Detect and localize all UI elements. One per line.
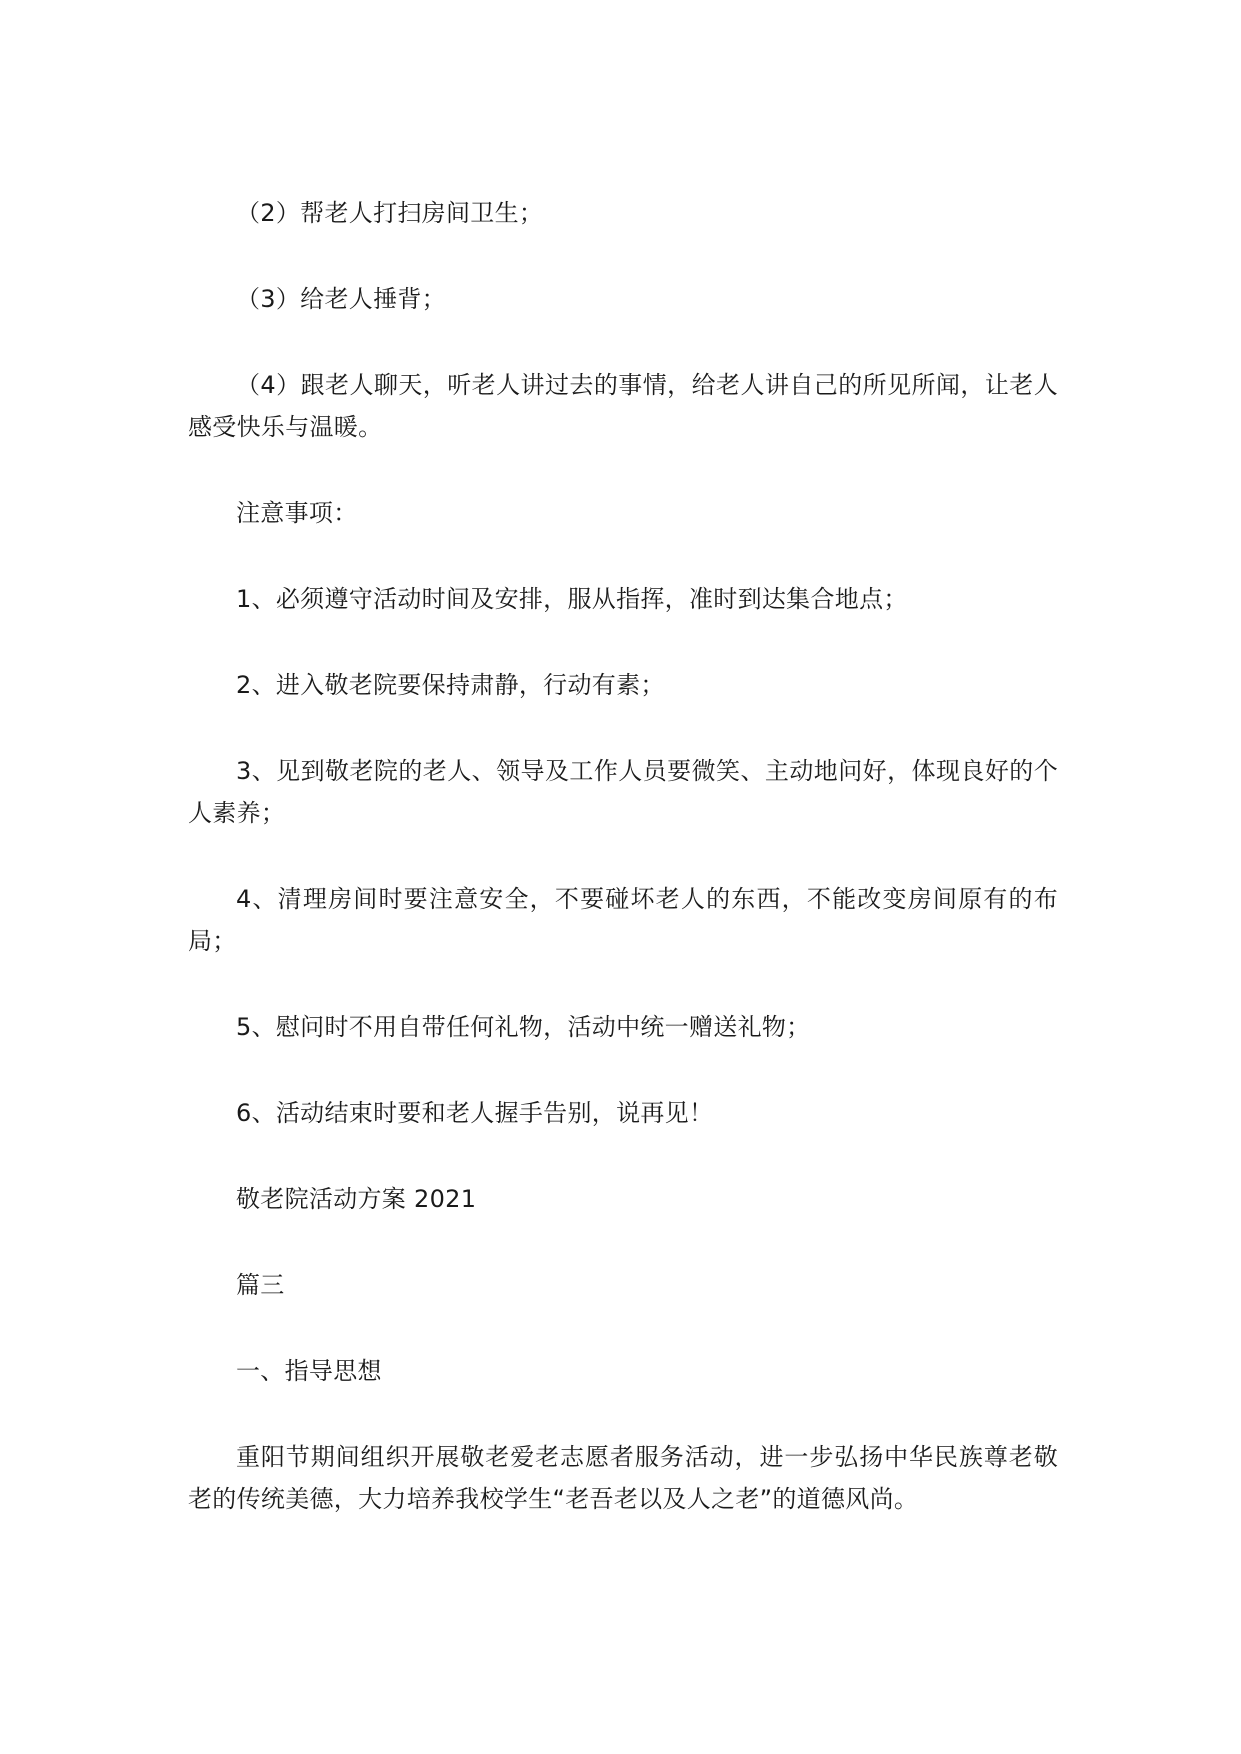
guiding-ideology-heading: 一、指导思想 xyxy=(236,1357,382,1385)
note-item-6: 6、活动结束时要和老人握手告别，说再见！ xyxy=(236,1099,714,1127)
note-item-3: 3、见到敬老院的老人、领导及工作人员要微笑、主动地问好，体现良好的个人素养； xyxy=(188,757,1058,827)
section-title: 敬老院活动方案 2021 xyxy=(236,1185,477,1213)
guiding-ideology-text: 重阳节期间组织开展敬老爱老志愿者服务活动，进一步弘扬中华民族尊老敬老的传统美德，大力培养我校学生“老吾老以及人之老”的道德风尚。 xyxy=(188,1443,1058,1513)
note-item-5: 5、慰问时不用自带任何礼物，活动中统一赠送礼物； xyxy=(236,1013,811,1041)
paragraph-item-4: （4）跟老人聊天，听老人讲过去的事情，给老人讲自己的所见所闻，让老人感受快乐与温暖。 xyxy=(188,371,1058,441)
document-body xyxy=(188,192,1058,1564)
chapter-label: 篇三 xyxy=(236,1271,285,1299)
notes-heading: 注意事项： xyxy=(236,499,358,527)
paragraph-item-3: （3）给老人捶背； xyxy=(236,285,446,313)
paragraph-item-2: （2）帮老人打扫房间卫生； xyxy=(236,199,544,227)
note-item-1: 1、必须遵守活动时间及安排，服从指挥，准时到达集合地点； xyxy=(236,585,908,613)
note-item-4: 4、清理房间时要注意安全，不要碰坏老人的东西，不能改变房间原有的布局； xyxy=(188,885,1058,955)
note-item-2: 2、进入敬老院要保持肃静，行动有素； xyxy=(236,671,665,699)
